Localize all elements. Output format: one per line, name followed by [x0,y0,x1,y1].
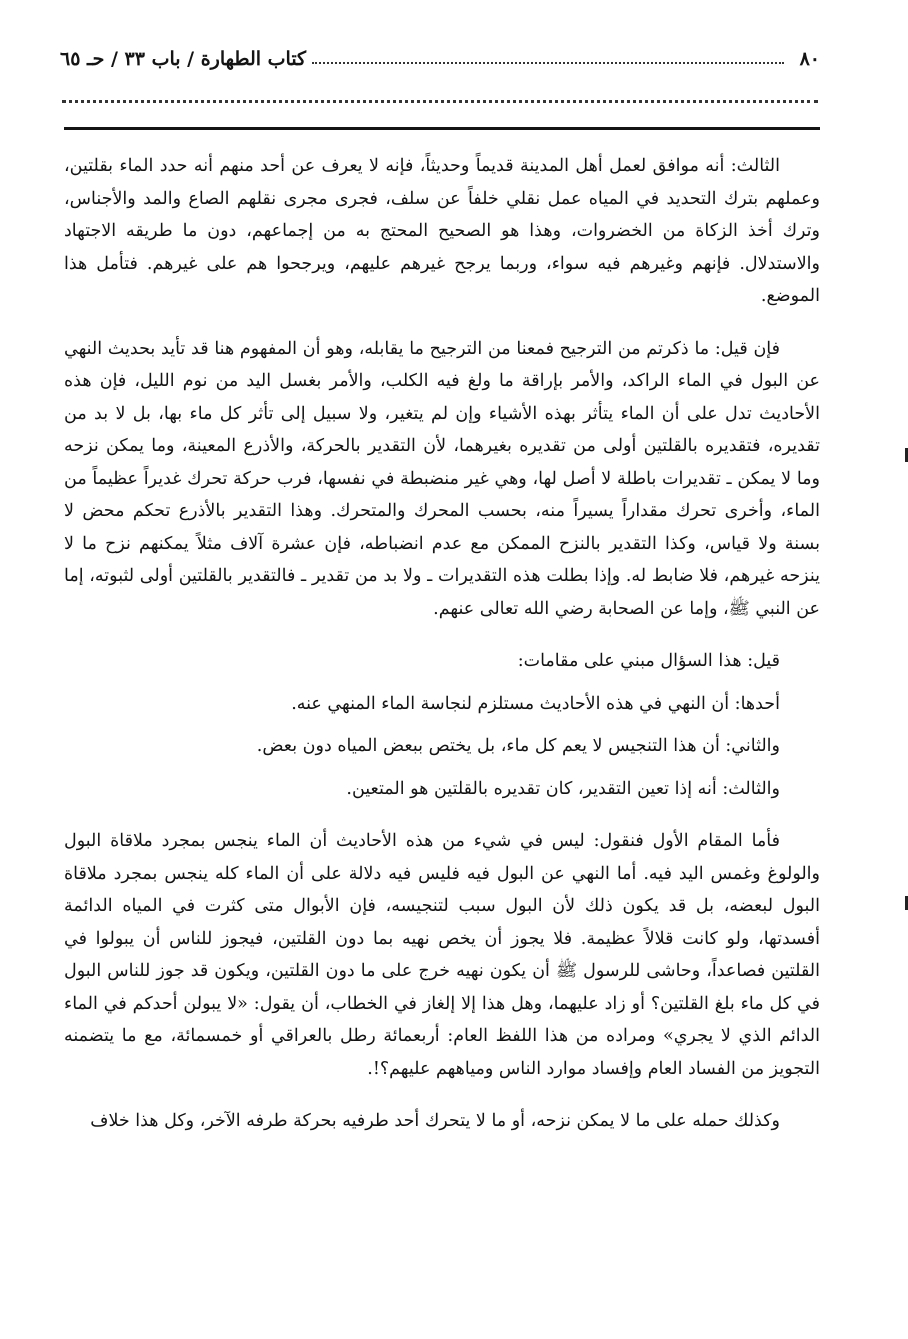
dotted-leader [312,62,783,64]
list-item-second: والثاني: أن هذا التنجيس لا يعم كل ماء، بل يختص ببعض المياه دون بعض. [256,736,780,756]
header-rule [64,127,820,130]
paragraph-objection: فإن قيل: ما ذكرتم من الترجيح فمعنا من الترجيح ما يقابله، وهو أن المفهوم هنا قد تأيد بحديث النهي عن البول في الماء الراكد، والأمر بإراقة ما ولغ فيه الكلب، والأمر بغسل اليد من نوم الليل، فإن هذه الأحاديث تدل على أن الماء يتأثر بهذه الأشياء وإن لم يتغير، ولا سبيل إلى تأثر كل ماء بها، بل لا بد من تقديره، فتقديره بالقلتين أولى من تقديره بغيرهما، لأن التقدير بالحركة، والأذرع المعينة، وما يمكن نزحه وما لا يمكن ـ تقديرات باطلة لا أصل لها، وهي غير منضبطة في نفسها، فرب حركة تحرك غديراً عظيماً من الماء، وأخرى تحرك مقداراً يسيراً منه، بحسب المحرك والمتحرك. وهذا التقدير بالأذرع تحكم محض لا بسنة ولا قياس، وكذا التقدير بالنزح الممكن مع عدم انضباطه، فإن عشرة آلاف مثلاً يمكنهم نزح ما لا ينزحه غيرهم، فلا ضابط له. وإذا بطلت هذه التقديرات ـ ولا بد من تقدير ـ فالتقدير بالقلتين أولى لثبوته، إما عن النبي ﷺ، وإما عن الصحابة رضي الله تعالى عنهم. [64,338,820,619]
page-number: ٨٠ [799,48,820,70]
list-item-third: والثالث: أنه إذا تعين التقدير، كان تقديره بالقلتين هو المتعين. [346,778,780,799]
list-item-first: أحدها: أن النهي في هذه الأحاديث مستلزم لنجاسة الماء المنهي عنه. [291,693,780,714]
paragraph-continuation: وكذلك حمله على ما لا يمكن نزحه، أو ما لا يتحرك أحد طرفيه بحركة طرفه الآخر، وكل هذا خلاف [90,1111,780,1131]
dotted-divider [62,100,818,103]
running-header [60,44,820,74]
running-title: كتاب الطهارة / باب ٣٣ / حـ ٦٥ [60,48,307,70]
body-text [64,150,820,1138]
paragraph-first-station: فأما المقام الأول فنقول: ليس في شيء من هذه الأحاديث أن الماء ينجس بمجرد ملاقاة البول والولوغ وغمس اليد فيه. أما النهي عن البول فيه فليس فيه دلالة على أن الماء كله ينجس بمجرد ملاقاة البول لبعضه، بل قد يكون ذلك لأن البول سبب لتنجيسه، فإن الأبوال متى كثرت في المياه الدائمة أفسدتها، ولو كانت قلالاً عظيمة. فلا يجوز أن يخص نهيه بما دون القلتين، فيجوز للناس أن يبولوا في القلتين فصاعداً، وحاشى للرسول ﷺ أن يكون نهيه خرج على ما دون القلتين، ويكون قد جوز للناس البول في كل ماء بلغ القلتين؟ أو زاد عليهما، وهل هذا إلا إلغاز في الخطاب، أن يقول: «لا يبولن أحدكم في الماء الدائم الذي لا يجري» ومراده من هذا اللفظ العام: أربعمائة رطل بالعراقي أو خمسمائة، مع ما يتضمنه التجويز من الفساد العام وإفساد موارد الناس ومياههم عليهم؟!. [64,831,820,1079]
paragraph-reply-intro: قيل: هذا السؤال مبني على مقامات: [517,651,780,671]
paragraph-third-argument: الثالث: أنه موافق لعمل أهل المدينة قديماً وحديثاً، فإنه لا يعرف عن أحد منهم أنه حدد الماء بقلتين، وعملهم بترك التحديد في المياه عمل نقلي خلفاً عن سلف، فجرى مجرى نقلهم الصاع والمد والأجناس، وترك أخذ الزكاة من الخضروات، وهذا هو الصحيح المحتج به من إجماعهم، دون ما طريقه الاجتهاد والاستدلال. فإنهم وغيرهم فيه سواء، وربما يرجح غيرهم عليهم، ويرجحوا هم على غيرهم. فتأمل هذا الموضع. [64,156,820,306]
